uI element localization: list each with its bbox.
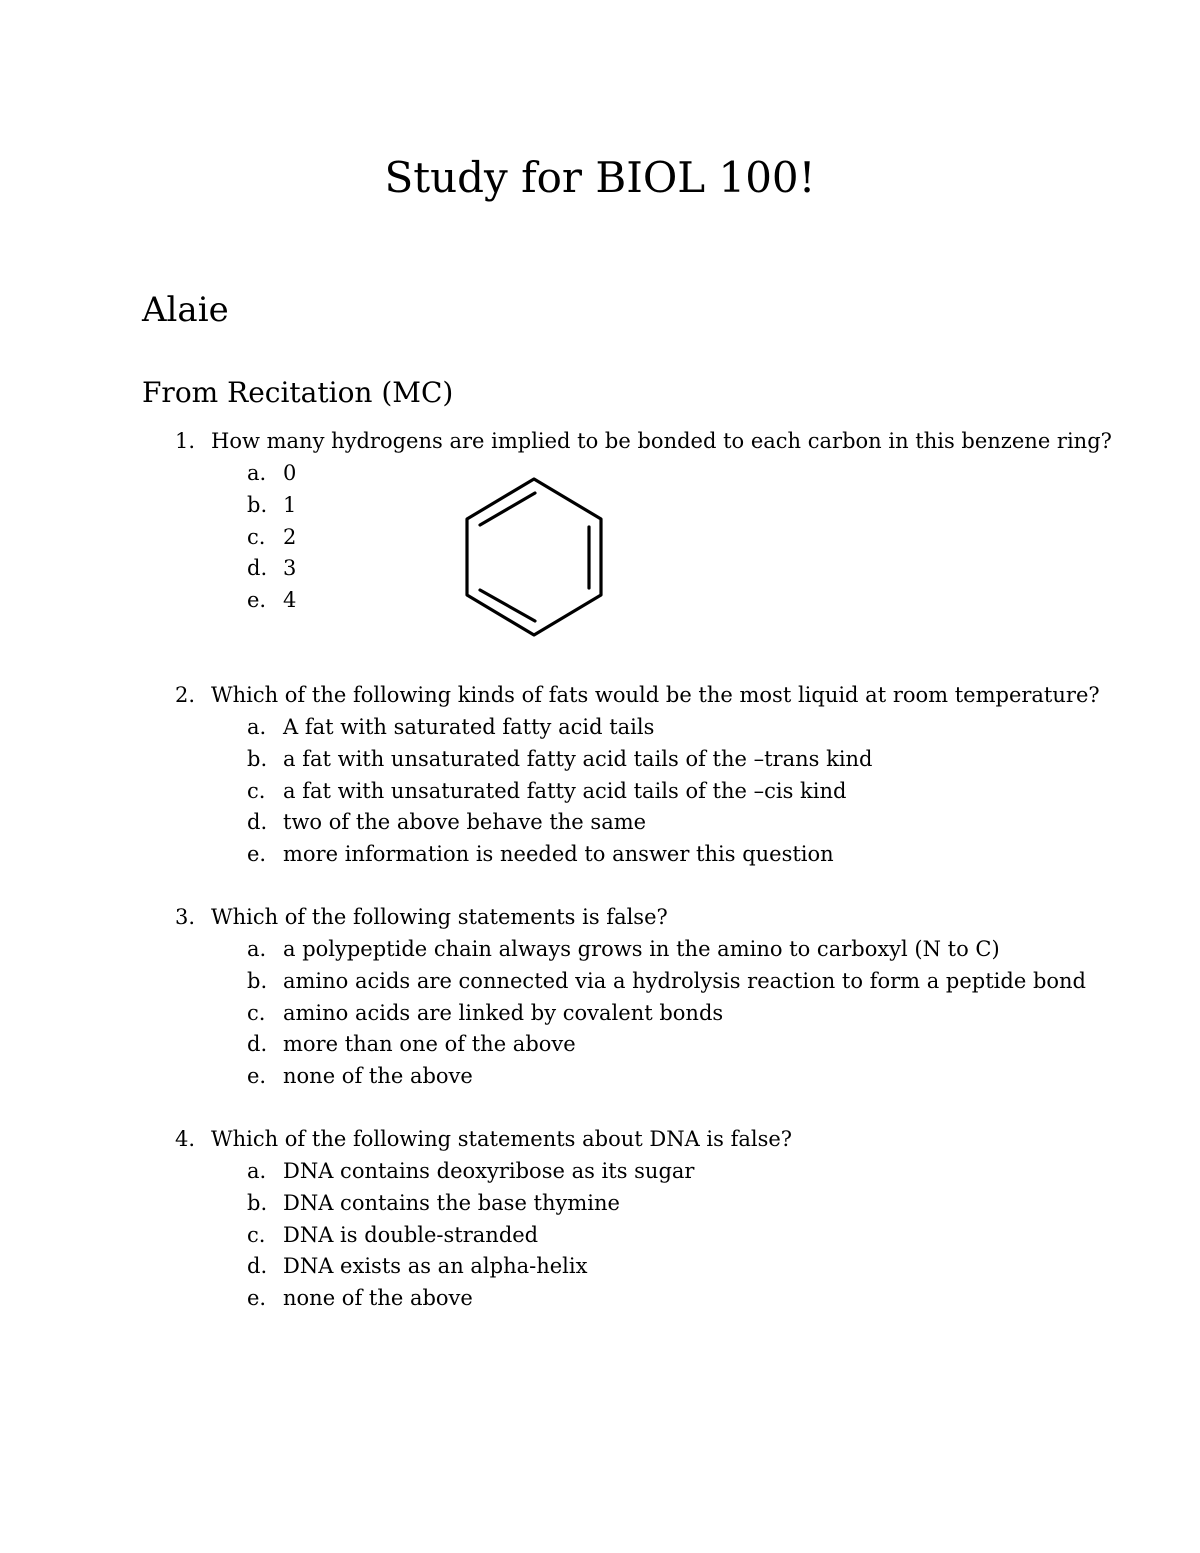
- question-text: How many hydrogens are implied to be bonded to each carbon in this benzene ring?: [211, 429, 1112, 453]
- option-b: [0, 965, 1086, 997]
- option-text: two of the above behave the same: [283, 810, 647, 835]
- option-d: [0, 806, 1000, 838]
- option-text: DNA contains deoxyribose as its sugar: [283, 1159, 695, 1183]
- question-number: 4.: [175, 1127, 196, 1151]
- option-letter: e.: [247, 1286, 267, 1311]
- option-b: [0, 743, 1000, 775]
- option-letter: d.: [247, 1032, 268, 1057]
- option-letter: d.: [247, 556, 268, 581]
- option-e: [0, 838, 1000, 870]
- question-text: Which of the following kinds of fats would be the most liquid at room temperature?: [211, 683, 1100, 707]
- question-number: 2.: [175, 683, 196, 707]
- question-number: 1.: [175, 429, 196, 453]
- option-letter: b.: [247, 746, 268, 771]
- page-title: Study for BIOL 100!: [384, 153, 816, 202]
- option-text: 3: [283, 556, 297, 581]
- option-letter: b.: [247, 1190, 268, 1215]
- option-letter: b.: [247, 968, 268, 993]
- double-bond-top-left: [480, 493, 535, 525]
- option-e: [0, 1060, 1000, 1092]
- question-text: Which of the following statements about DNA is false?: [211, 1127, 793, 1151]
- option-text: a fat with unsaturated fatty acid tails of the –trans kind: [283, 746, 873, 771]
- option-letter: a.: [247, 937, 267, 961]
- option-c: [0, 1219, 1000, 1251]
- option-letter: a.: [247, 1159, 267, 1183]
- option-a: [0, 1155, 1000, 1187]
- option-b: [0, 1187, 1000, 1219]
- option-letter: c.: [247, 1222, 266, 1247]
- option-text: none of the above: [283, 1064, 473, 1089]
- option-text: 0: [283, 461, 297, 485]
- option-text: A fat with saturated fatty acid tails: [283, 715, 655, 739]
- option-text: 1: [283, 492, 297, 517]
- option-c: [0, 997, 1000, 1029]
- option-list: [0, 711, 1000, 870]
- option-letter: d.: [247, 810, 268, 835]
- author-heading: Alaie: [142, 290, 229, 330]
- question-text: Which of the following statements is false?: [211, 905, 668, 929]
- double-bond-bottom-left: [480, 590, 535, 621]
- option-letter: c.: [247, 778, 266, 803]
- option-letter: a.: [247, 461, 267, 485]
- option-a: [0, 711, 1000, 743]
- option-letter: e.: [247, 1064, 267, 1089]
- option-text: a fat with unsaturated fatty acid tails of the –cis kind: [283, 778, 847, 803]
- option-text: amino acids are linked by covalent bonds: [283, 1000, 724, 1025]
- question-number: 3.: [175, 905, 196, 929]
- benzene-hexagon: [467, 479, 601, 635]
- option-list: [0, 933, 1086, 1092]
- option-d: [0, 1250, 1000, 1282]
- option-letter: e.: [247, 588, 267, 613]
- option-letter: c.: [247, 1000, 266, 1025]
- option-text: none of the above: [283, 1286, 473, 1311]
- option-letter: d.: [247, 1254, 268, 1279]
- option-letter: a.: [247, 715, 267, 739]
- benzene-ring-figure: [455, 470, 615, 645]
- option-e: [0, 1282, 1000, 1314]
- option-letter: e.: [247, 842, 267, 867]
- option-text: 4: [283, 588, 297, 613]
- option-list: [0, 1155, 1000, 1314]
- option-letter: c.: [247, 524, 266, 549]
- option-text: DNA contains the base thymine: [283, 1190, 620, 1215]
- option-c: [0, 775, 1000, 807]
- option-text: DNA exists as an alpha-helix: [283, 1254, 588, 1279]
- option-text: 2: [283, 524, 297, 549]
- section-heading: From Recitation (MC): [142, 376, 454, 409]
- option-text: more information is needed to answer this question: [283, 842, 834, 867]
- option-d: [0, 1028, 1000, 1060]
- option-a: [0, 933, 1000, 965]
- option-text: a polypeptide chain always grows in the amino to carboxyl (N to C): [283, 937, 1000, 961]
- option-text: amino acids are connected via a hydrolysis reaction to form a peptide bond: [283, 968, 1086, 993]
- option-text: DNA is double-stranded: [283, 1222, 539, 1247]
- option-text: more than one of the above: [283, 1032, 576, 1057]
- option-letter: b.: [247, 492, 268, 517]
